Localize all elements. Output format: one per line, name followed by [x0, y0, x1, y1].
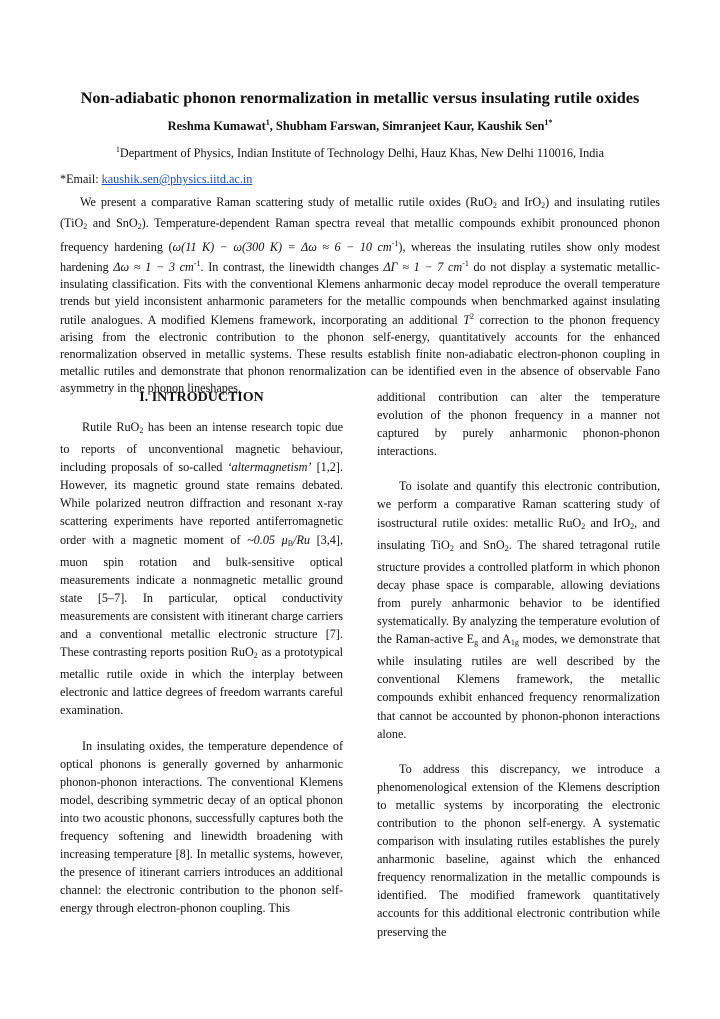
email-link[interactable]: kaushik.sen@physics.iitd.ac.in: [101, 172, 253, 186]
author-name: Kaushik Sen: [477, 119, 545, 133]
author-mark: 1: [265, 118, 270, 127]
left-column: [60, 388, 343, 917]
body-paragraph: To address this discrepancy, we introduce a phenomenological extension of the Klemens description to metallic systems by incorporating the electronic contribution to the phonon self-energy. A systematic comparison with insulating rutiles establishes the purely anharmonic baseline, against which the enhanced frequency renormalization in the metallic compounds is identified. The modified framework quantitatively accounts for this additional electronic contribution while preserving the: [377, 761, 660, 939]
body-paragraph: additional contribution can alter the temperature evolution of the phonon frequency in a manner not captured by purely anharmonic phonon-phonon interactions.: [377, 390, 660, 459]
equation: ω(11 K) − ω(300 K) = Δω ≈ 6 − 10 cm: [172, 239, 392, 254]
body-paragraph: To isolate and quantify this electronic contribution, we perform a comparative Raman scattering study of isostructural rutile oxides: metallic RuO$_2$ and IrO$_2$, and insulating TiO$_2$ and SnO$_2$. The shared tetragonal rutile structure provides a controlled platform in which phonon decay phase space is comparable, allowing deviations from purely anharmonic behavior to be identified systematically. By analyzing the temperature evolution of the Raman-active $E_g$ and $A_{1g}$ modes, we demonstrate that while insulating rutiles are well described by the conventional Klemens framework, the metallic compounds exhibit enhanced frequency renormalization that cannot be accounted by phonon-phonon interactions alone.: [377, 479, 661, 741]
body-paragraph: In insulating oxides, the temperature dependence of optical phonons is generally governed by anharmonic phonon-phonon interactions. The conventional Klemens model, describing symmetric decay of an optical phonon into two acoustic phonons, successfully captures both the frequency softening and linewidth broadening with increasing temperature [8]. In metallic systems, however, the presence of itinerant carriers introduces an additional channel: the electronic contribution to the phonon self-energy through electron-phonon coupling. This: [60, 738, 343, 916]
body-paragraph: Rutile RuO$_2$ has been an intense research topic due to reports of unconventional magnetic behaviour, including proposals of so-called ‘altermagnetism’ [1,2]. However, its magnetic ground state remains debated. While polarized neutron diffraction and resonant x-ray scattering experiments have reported antiferromagnetic order with a magnetic moment of ~0.05 $\mu_B/Ru$ [3,4], muon spin rotation and bulk-sensitive optical measurements indicate a nonmagnetic metallic ground state [5–7]. In particular, optical conductivity measurements are consistent with itinerant charge carriers and a conventional metallic electronic structure [7]. These contrasting reports position RuO$_2$ as a prototypical metallic rutile oxide in which the interplay between electronic and lattice degrees of freedom warrants careful examination.: [60, 420, 344, 718]
author-name: Simranjeet Kaur: [382, 119, 472, 133]
affiliation-text: Department of Physics, Indian Institute of Technology Delhi, Hauz Khas, New Delhi 110016, India: [119, 146, 605, 160]
author-list: Reshma Kumawat$^1$, Shubham Farswan, Simranjeet Kaur, Kaushik Sen$^{1*}$: [167, 118, 553, 133]
equation: Δω ≈ 1 − 3 cm: [113, 259, 194, 274]
equation: T: [463, 313, 470, 328]
contact-email: [60, 172, 252, 187]
equation: ΔΓ ≈ 1 − 7 cm: [383, 259, 463, 274]
right-column: [377, 388, 660, 941]
affiliation: [40, 145, 680, 161]
author-name: Reshma Kumawat: [167, 119, 266, 133]
section-heading: I. INTRODUCTION: [139, 390, 264, 405]
author-name: Shubham Farswan: [275, 119, 377, 133]
affiliation-mark: 1: [115, 145, 120, 154]
author-mark: 1*: [544, 118, 553, 127]
email-label: *Email:: [60, 172, 102, 186]
paper-title: Non-adiabatic phonon renormalization in metallic versus insulating rutile oxides: [80, 88, 640, 107]
abstract: We present a comparative Raman scattering study of metallic rutile oxides (RuO$_2$ and IrO$_2$) and insulating rutiles (TiO$_2$ and SnO$_2$). Temperature-dependent Raman spectra reveal that metallic compounds exhibit pronounced phonon frequency hardening (ω(11 K) − ω(300 K) = Δω ≈ 6 − 10 $cm^{-1}$), whereas the insulating rutiles show only modest hardening Δω ≈ 1 − 3 $cm^{-1}$. In contrast, the linewidth changes ΔΓ ≈ 1 − 7 $cm^{-1}$ do not display a systematic metallic-insulating classification. Fits with the conventional Klemens anharmonic decay model reproduce the overall temperature trends but yield inconsistent anharmonic parameters for the metallic compounds when benchmarked against insulating rutile analogues. A modified Klemens framework, incorporating an additional $T^2$ correction to the phonon frequency arising from the electronic contribution to the phonon self-energy, quantitatively accounts for the enhanced renormalization observed in metallic systems. These results establish finite non-adiabatic electron-phonon coupling in metallic rutiles and demonstrate that phonon renormalization can be identified even in the absence of observable Fano asymmetry in the phonon lineshapes.: [60, 195, 661, 396]
